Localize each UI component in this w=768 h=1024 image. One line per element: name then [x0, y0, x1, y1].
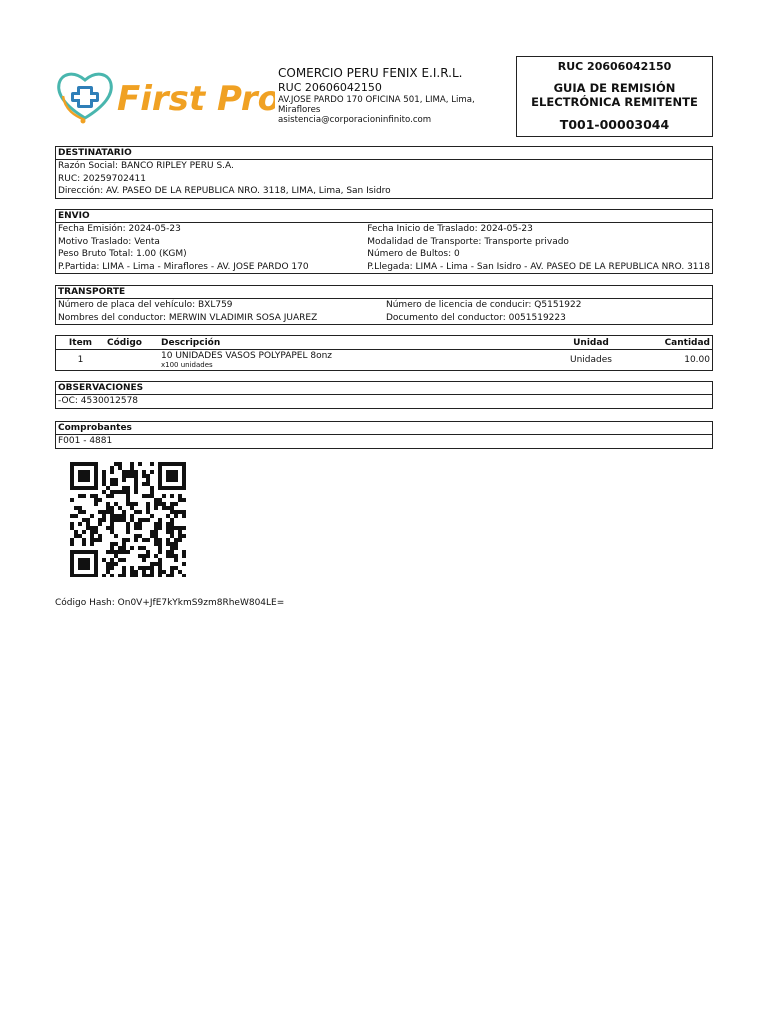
document-number: T001-00003044	[559, 116, 670, 132]
item-unidad: Unidades	[570, 355, 612, 365]
observaciones-text: -OC: 4530012578	[58, 396, 139, 406]
descripcion-text: 10 UNIDADES VASOS POLYPAPEL 8onz	[161, 351, 332, 361]
item-number: 1	[77, 355, 84, 365]
item-cantidad: 10.00	[684, 355, 710, 365]
section-header: DESTINATARIO	[56, 147, 712, 160]
destinatario-ruc: RUC: 20259702411	[58, 173, 147, 184]
company-address: AV.JOSE PARDO 170 OFICINA 501, LIMA, Lima, Miraflores	[278, 94, 475, 115]
company-info	[278, 66, 503, 126]
modalidad-transporte: Modalidad de Transporte: Transporte privado	[367, 236, 569, 247]
col-cantidad: Cantidad	[638, 336, 712, 350]
punto-partida: P.Partida: LIMA - Lima - Miraflores - AV. JOSE PARDO 170	[58, 261, 309, 272]
section-envio	[55, 209, 713, 274]
col-item: Item	[56, 336, 105, 350]
brand-first: First Pro	[117, 79, 275, 119]
col-descripcion: Descripción	[159, 336, 544, 350]
numero-bultos: Número de Bultos: 0	[367, 249, 460, 259]
section-header: TRANSPORTE	[56, 286, 712, 299]
licencia-conducir: Número de licencia de conducir: Q5151922	[386, 300, 582, 310]
razon-social: Razón Social: BANCO RIPLEY PERU S.A.	[58, 161, 234, 171]
documento-conductor: Documento del conductor: 0051519223	[386, 312, 566, 323]
item-descripcion	[159, 350, 544, 371]
company-name: COMERCIO PERU FENIX E.I.R.L.	[278, 66, 463, 80]
fecha-inicio-traslado: Fecha Inicio de Traslado: 2024-05-23	[367, 224, 533, 234]
items-table	[55, 335, 713, 371]
table-row	[56, 350, 712, 371]
peso-bruto: Peso Bruto Total: 1.00 (KGM)	[58, 249, 187, 259]
document-box	[516, 56, 713, 137]
col-unidad: Unidad	[544, 336, 638, 350]
item-codigo	[105, 350, 159, 371]
destinatario-direccion: Dirección: AV. PASEO DE LA REPUBLICA NRO. 3118, LIMA, Lima, San Isidro	[58, 186, 391, 196]
placa-vehiculo: Número de placa del vehículo: BXL759	[58, 300, 233, 310]
section-destinatario	[55, 146, 713, 199]
company-ruc: RUC 20606042150	[278, 81, 382, 95]
motivo-traslado: Motivo Traslado: Venta	[58, 236, 160, 247]
col-codigo: Código	[105, 336, 159, 350]
descripcion-detalle: x100 unidades	[161, 361, 213, 369]
comprobantes-text: F001 - 4881	[58, 436, 113, 446]
section-header: ENVIO	[56, 210, 712, 223]
company-email: asistencia@corporacioninfinito.com	[278, 115, 432, 126]
section-observaciones	[55, 381, 713, 409]
section-header: Comprobantes	[56, 422, 712, 435]
document-title: GUIA DE REMISIÓN ELECTRÓNICA REMITENTE	[531, 81, 698, 110]
section-comprobantes	[55, 421, 713, 449]
codigo-hash: Código Hash: On0V+JfE7kYkmS9zm8RheW804LE=	[55, 598, 285, 608]
fecha-emision: Fecha Emisión: 2024-05-23	[58, 224, 181, 234]
section-header: OBSERVACIONES	[56, 382, 712, 395]
punto-llegada: P.Llegada: LIMA - Lima - San Isidro - AV. PASEO DE LA REPUBLICA NRO. 3118	[367, 261, 710, 272]
document-ruc: RUC 20606042150	[557, 60, 672, 73]
qr-code	[67, 461, 189, 577]
company-logo	[55, 66, 275, 126]
section-transporte	[55, 285, 713, 325]
heart-cross-icon	[59, 74, 112, 123]
nombre-conductor: Nombres del conductor: MERWIN VLADIMIR SOSA JUAREZ	[58, 312, 318, 323]
